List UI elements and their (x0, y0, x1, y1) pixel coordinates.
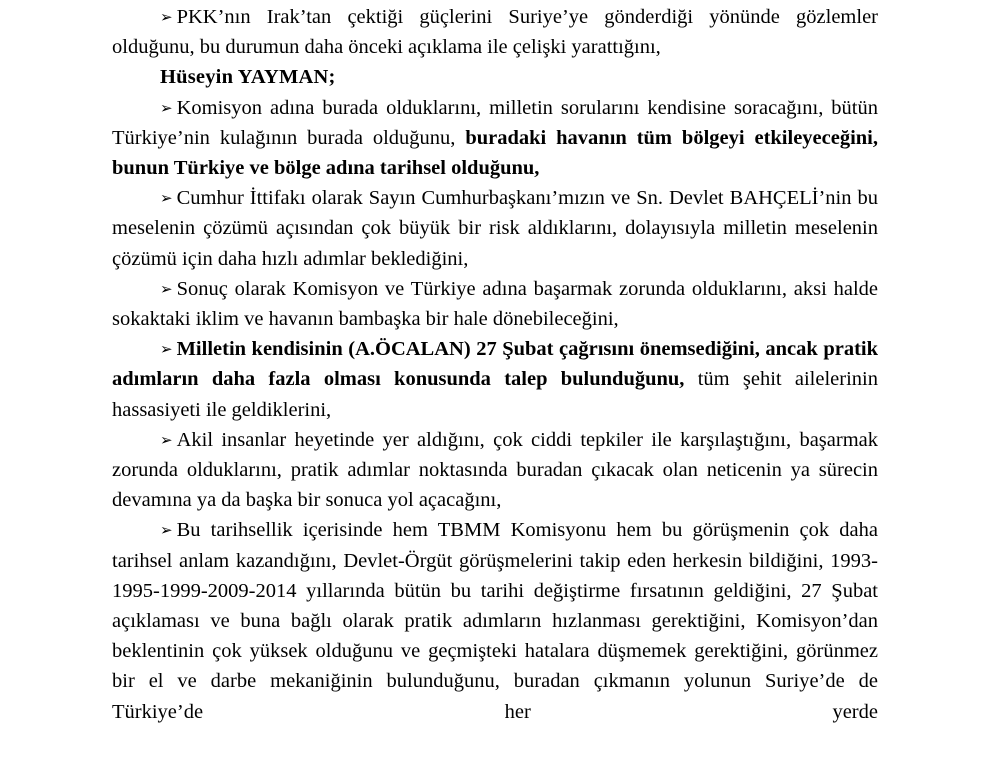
text-run: Komisyon adına burada olduklarını, milletin sorularını kendisine soracağını, bütün Türkiye’nin kulağının burada olduğunu, (112, 96, 878, 149)
emphasis-text-run: Milletin kendisinin (A.ÖCALAN) 27 Şubat çağrısını önemsediğini, ancak pratik adımların daha fazla olması konusunda talep bulunduğunu, (112, 338, 878, 391)
text-run: Bu tarihsellik içerisinde hem TBMM Komisyonu hem bu görüşmenin çok daha tarihsel anlam kazandığını, Devlet-Örgüt görüşmelerini takip eden herkesin bildiğini, 1993-1995-1999-2009-2014 yıllarında bütün bu tarihi değiştirme fırsatının geldiğini, 27 Şubat açıklaması ve buna bağlı olarak pratik adımların hızlanması gerektiğini, Komisyon’dan beklentinin çok yüksek olduğunu ve geçmişteki hatalara düşmemek gerektiğini, görünmez bir el ve darbe mekaniğinin bulunduğunu, buradan çıkmanın yolunun Suriye’de de Türkiye’de her yerde (112, 519, 878, 723)
arrow-bullet-icon: ➢ (160, 521, 173, 540)
emphasis-text-run: buradaki havanın tüm bölgeyi etkileyeceğini, bunun Türkiye ve bölge adına tarihsel olduğunu, (112, 126, 879, 180)
document-body (112, 2, 878, 757)
text-run: Cumhur İttifakı olarak Sayın Cumhurbaşkanı’mızın ve Sn. Devlet BAHÇELİ’nin bu meselenin çözümü açısından çok büyük bir risk aldıklarını, dolayısıyla milletin meselenin çözümü için daha hızlı adımlar beklediğini, (112, 187, 878, 270)
text-run: Sonuç olarak Komisyon ve Türkiye adına başarmak zorunda olduklarını, aksi halde sokaktaki iklim ve havanın bambaşka bir hale dönebileceğini, (112, 277, 878, 331)
bullet-paragraph (112, 334, 878, 425)
text-run: PKK’nın Irak’tan çektiği güçlerini Suriye’ye gönderdiği yönünde gözlemler olduğunu, bu durumun daha önceki açıklama ile çelişki yarattığını, (112, 6, 878, 59)
speaker-heading: Hüseyin YAYMAN; (160, 66, 336, 89)
arrow-bullet-icon: ➢ (160, 8, 173, 26)
bullet-paragraph (112, 515, 878, 757)
bullet-paragraph (112, 425, 878, 516)
bullet-paragraph (112, 274, 878, 334)
arrow-bullet-icon: ➢ (160, 189, 173, 208)
arrow-bullet-icon: ➢ (160, 279, 173, 298)
text-run: Akil insanlar heyetinde yer aldığını, çok ciddi tepkiler ile karşılaştığını, başarmak zorunda olduklarını, pratik adımlar noktasında buradan çıkacak olan neticenin ya sürecin devamına ya da başka bir sonuca yol açacağını, (112, 428, 878, 512)
bullet-paragraph (112, 93, 878, 184)
bullet-paragraph (112, 2, 878, 62)
arrow-bullet-icon: ➢ (160, 430, 173, 449)
bullet-paragraph (112, 183, 878, 274)
arrow-bullet-icon: ➢ (160, 98, 173, 117)
arrow-bullet-icon: ➢ (160, 340, 173, 359)
text-run: tüm şehit ailelerinin hassasiyeti ile geldiklerini, (112, 368, 878, 421)
